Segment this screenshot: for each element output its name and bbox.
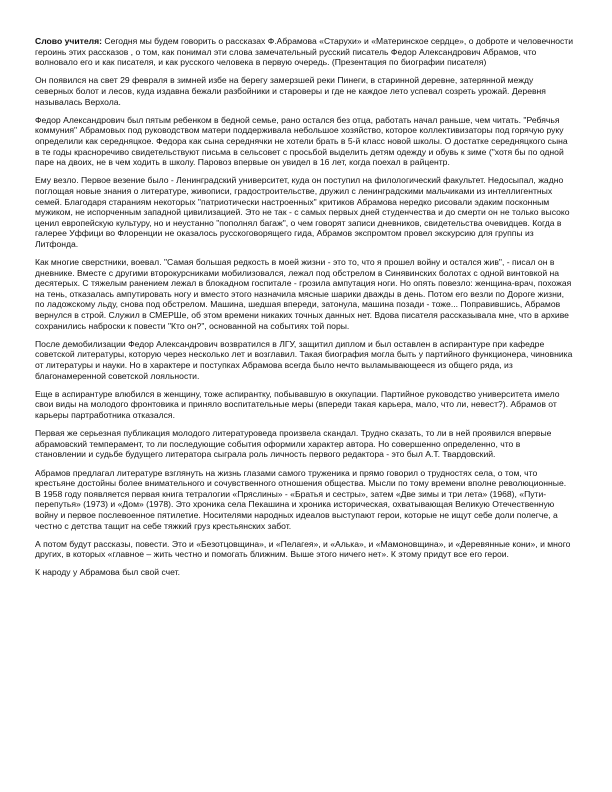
intro-paragraph <box>35 36 573 68</box>
paragraph-war: Как многие сверстники, воевал. "Самая большая редкость в моей жизни - это то, что я прошел войну и остался жив", - писал он в дневнике. Вместе с другими второкурсниками мобилизовался, лежал под обстрелом в Синявинских болотах с одной винтовкой на десятерых. С тяжелым ранением лежал в блокадном госпитале - грозила ампутация ноги. Но опять повезло: женщина-врач, похожая на тень, отказалась ампутировать ногу и вместо этого назначила мясные шарики дважды в день. Потом его везли по Дороге жизни, по ладожскому льду, снова под обстрелом. Машина, шедшая впереди, затонула, машина позади - тоже... Поправившись, Абрамов вернулся в строй. Служил в СМЕРШе, об этом времени никаких точных данных нет. Вдова писателя рассказывала мне, что в архиве сохранились наброски к повести "Кто он?", основанной на событиях той поры. <box>35 257 572 331</box>
intro-text: Сегодня мы будем говорить о рассказах Ф.Абрамова «Старухи» и «Материнское сердце», о доброте и человечности героинь этих рассказов , о том, как понимал эти слова замечательный русский писатель Федор Александрович Абрамов, что волновало его и как писателя, и как русского человека в первую очередь. (Презентация по биографии писателя) <box>35 36 574 68</box>
paragraph-postwar: После демобилизации Федор Александрович возвратился в ЛГУ, защитил диплом и был оставлен в аспирантуре при кафедре советской литературы, которую через несколько лет и возглавил. Такая биография могла быть у партийного функционера, чиновника от литературы и науки. Но в характере и поступках Абрамова всегда было нечто выламывающееся из общего ряда, из благонамеренной советской лояльности. <box>35 338 573 381</box>
teacher-word-label: Слово учителя: <box>35 36 102 46</box>
paragraph-university: Ему везло. Первое везение было - Ленинградский университет, куда он поступил на филологический факультет. Недосыпал, жадно поглощая новые знания о литературе, живописи, градостроительстве, дружил с ленинградскими мальчиками из интеллигентных семей. Благодаря стараниям некоторых "патриотически настроенных" критиков Абрамова нередко рисовали эдаким посконным мужиком, не испорченным западной цивилизацией. Это не так - с самых первых дней студенчества и до смерти он не только высоко ценил европейскую культуру, но и неустанно "пополнял багаж", о чем говорят записи дневников, свидетельства очевидцев. Когда в галерее Уффици во Флоренции не оказалось русскоговорящего гида, Абрамов экспромтом провел экскурсию для группы из Литфонда. <box>35 175 570 249</box>
paragraph-stories: А потом будут рассказы, повести. Это и «Безотцовщина», и «Пелагея», и «Алька», и «Мамоновщина», и «Деревянные кони», и много других, в которых «главное – жить честно и помогать ближним. Выше этого ничего нет». К этому придут все его герои. <box>35 538 571 560</box>
paragraph-marriage: Еще в аспирантуре влюбился в женщину, тоже аспирантку, побывавшую в оккупации. Партийное руководство университета имело свои виды на молодого фронтовика и приняло воспитательные меры (впереди такая карьера, мало, что ли, невест?). Абрамов от карьеры партработника отказался. <box>35 388 560 420</box>
paragraph-first-publication: Первая же серьезная публикация молодого литературоведа произвела скандал. Трудно сказать, то ли в ней проявился впервые абрамовский темперамент, то ли последующие события оформили характер автора. Но совершенно определенно, что в становлении и судьбе будущего литератора сыграла роль личность первого редактора - это был А.Т. Твардовский. <box>35 428 552 460</box>
paragraph-childhood: Федор Александрович был пятым ребенком в бедной семье, рано остался без отца, работать начал раньше, чем читать. "Ребячья коммуния" Абрамовых под руководством матери поддерживала небольшое хозяйство, которое коллективизаторы под горячую руку определили как середняцкое. Федора как сына середнячки не хотели брать в 5-й класс новой школы. О достатке середняцкого сына в те годы красноречиво свидетельствуют письма в сельсовет с просьбой выделить детям одежду и обувь к зиме ("хотя бы по одной паре на двоих, не в чем ходить в школу. Паровоз впервые он увидел в 16 лет, когда поехал в райцентр. <box>35 114 568 168</box>
paragraph-birth: Он появился на свет 29 февраля в зимней избе на берегу замерзшей реки Пинеги, в старинной деревне, затерянной между северных болот и лесов, куда издавна бежали разбойники и староверы и где не каждое лето успевал созреть урожай. Деревня называлась Верхола. <box>35 75 546 107</box>
document-page <box>35 36 573 586</box>
paragraph-literature: Абрамов предлагал литературе взглянуть на жизнь глазами самого труженика и прямо говорил о трудностях села, о том, что крестьяне достойны более внимательного и сочувственного отношения общества. Мысли по тому времени вполне революционные. В 1958 году появляется первая книга тетралогии «Пряслины» - «Братья и сестры», затем «Две зимы и три лета» (1968), «Пути-перепутья» (1973) и «Дом» (1978). Это хроника села Пекашина и хроника историческая, охватывающая Великую Отечественную войну и первое послевоенное пятилетие. Носителями народных идеалов выступают герои, которые не ищут себе доли полегче, а честно с детства тащит на себе тяжкий груз крестьянских забот. <box>35 467 567 531</box>
paragraph-closing: К народу у Абрамова был свой счет. <box>35 567 180 578</box>
